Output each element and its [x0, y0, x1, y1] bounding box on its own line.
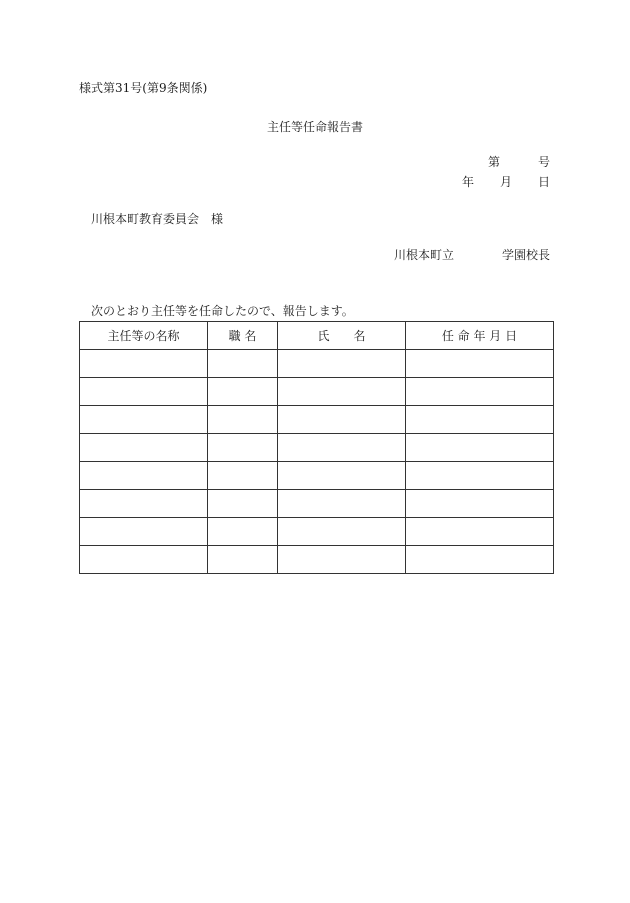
table-row	[80, 350, 554, 378]
table-cell	[278, 490, 406, 518]
table-cell	[278, 546, 406, 574]
table-row	[80, 546, 554, 574]
table-cell	[406, 518, 554, 546]
header-full-name: 氏 名	[278, 322, 406, 350]
addressee-name: 川根本町教育委員会	[91, 212, 200, 226]
addressee	[91, 213, 223, 225]
table-cell	[406, 462, 554, 490]
table-cell	[278, 378, 406, 406]
date-year-label: 年	[461, 175, 474, 189]
table-row	[80, 378, 554, 406]
header-position-name: 主任等の名称	[80, 322, 208, 350]
table-cell	[208, 490, 278, 518]
table-cell	[208, 546, 278, 574]
table-cell	[208, 378, 278, 406]
table-cell	[80, 462, 208, 490]
date-line	[462, 176, 550, 188]
sender	[394, 249, 550, 261]
intro-text: 次のとおり主任等を任命したので、報告します。	[91, 304, 354, 318]
table-cell	[406, 546, 554, 574]
table-cell	[278, 462, 406, 490]
header-job-title: 職 名	[208, 322, 278, 350]
table-cell	[80, 378, 208, 406]
table-cell	[406, 434, 554, 462]
table-cell	[208, 518, 278, 546]
table-cell	[80, 406, 208, 434]
number-suffix: 号	[537, 155, 550, 169]
table-row	[80, 518, 554, 546]
form-number: 様式第31号(第9条関係)	[79, 81, 208, 95]
report-table	[79, 321, 554, 574]
number-prefix: 第	[487, 155, 500, 169]
addressee-honorific: 様	[211, 212, 224, 226]
table-row	[80, 490, 554, 518]
table-cell	[406, 378, 554, 406]
table-cell	[80, 350, 208, 378]
table-cell	[80, 434, 208, 462]
table-cell	[278, 434, 406, 462]
table-cell	[208, 462, 278, 490]
table-row	[80, 434, 554, 462]
sender-town: 川根本町立	[393, 248, 454, 262]
table-row	[80, 462, 554, 490]
date-month-label: 月	[499, 175, 512, 189]
table-header-row	[80, 322, 554, 350]
table-cell	[406, 350, 554, 378]
table-cell	[80, 546, 208, 574]
table-cell	[278, 518, 406, 546]
table-cell	[278, 350, 406, 378]
table-row	[80, 406, 554, 434]
header-appointment-date: 任 命 年 月 日	[406, 322, 554, 350]
table-cell	[278, 406, 406, 434]
sender-school: 学園校長	[501, 248, 550, 262]
table-cell	[80, 490, 208, 518]
table-cell	[208, 406, 278, 434]
table-cell	[406, 490, 554, 518]
table-cell	[80, 518, 208, 546]
date-day-label: 日	[537, 175, 550, 189]
page-title: 主任等任命報告書	[266, 120, 363, 134]
table-cell	[208, 350, 278, 378]
table-cell	[406, 406, 554, 434]
table-cell	[208, 434, 278, 462]
document-number-line	[488, 156, 550, 168]
